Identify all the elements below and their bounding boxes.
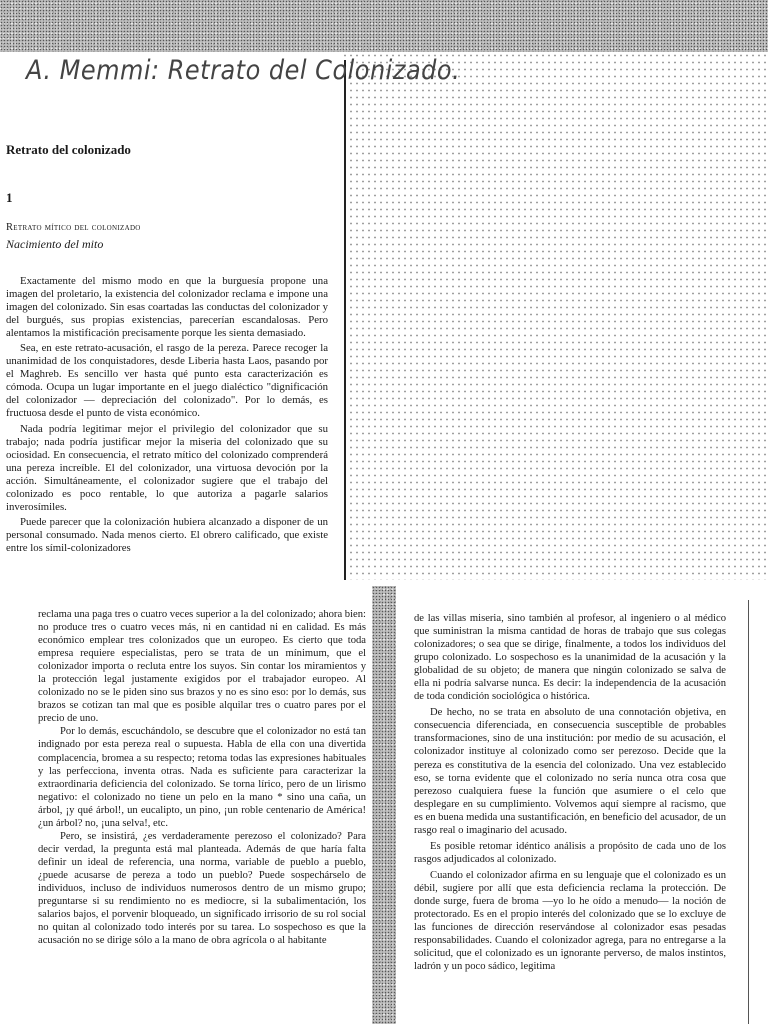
page-bottom-left-body — [38, 608, 366, 947]
scan-noise-gutter — [372, 586, 396, 1024]
paragraph: Nada podría legitimar mejor el privilegio del colonizador que su trabajo; nada podría justificar mejor la miseria del colonizado que su ociosidad. En consecuencia, el retrato mítico del colonizado comprenderá una pereza increíble. El del colonizador, una virtuosa devoción por la acción. Simultáneamente, el colonizador sugiere que el trabajo del colonizado es poco rentable, lo que autoriza a pagarle salarios inverosímiles. — [6, 422, 328, 513]
paragraph: Puede parecer que la colonización hubiera alcanzado a disponer de un personal consumado. Nada menos cierto. El obrero calificado, que existe entre los símil-colonizadores — [6, 515, 328, 554]
paragraph: De hecho, no se trata en absoluto de una connotación objetiva, en consecuencia diferenciada, en consecuencia susceptible de probables transformaciones, sino de una institución: por medio de su acusación, el colonizador instituye al colonizado como ser perezoso. Decide que la pereza es constitutiva de la esencia del colonizado. Una vez establecido eso, se torna evidente que el colonizado no sería nunca otra cosa que perezoso cualquiera fuese la función que asumiere o el celo que desplegare en su cumplimiento. Volvemos aquí siempre al racismo, que es en buena medida una sustantificación, en beneficio del acusador, de un rasgo real o imaginario del acusado. — [414, 707, 726, 836]
paragraph: Cuando el colonizador afirma en su lenguaje que el colonizado es un débil, sugiere por allí que esta deficiencia reclama la protección. De donde surge, fuera de broma —yo lo he oído a menudo— la noción de protectorado. Es en el propio interés del colonizado que se lo excluye de las funciones de dirección reservándose al colonizador esas pesadas responsabilidades. Cuando el colonizador agrega, para no entregarse a la solicitud, que el colonizado es un ignorante perverso, de malos instintos, ladrón y un poco sádico, legitima — [414, 869, 726, 973]
paragraph: Pero, se insistirá, ¿es verdaderamente perezoso el colonizado? Para decir verdad, la pregunta está mal planteada. Además de que haría falta definir un ideal de referencia, una norma, variable de pueblo a pueblo, ¿puede acusarse de pereza a todo un pueblo? Puede sospechárselo de individuos, incluso de individuos numerosos dentro de un mismo grupo; preguntarse si su rendimiento no es mediocre, si la subalimentación, los salarios bajos, el porvenir bloqueado, un significado irrisorio de su rol social no quitan al colonizado todo interés por su tarea. Lo sospechoso es que la acusación no se dirige sólo a la mano de obra agrícola o al habitante — [38, 830, 366, 947]
handwritten-annotation — [0, 0, 520, 116]
page-bottom-right-body — [414, 612, 726, 976]
page-bottom-left — [0, 586, 372, 1024]
page-edge-line — [748, 600, 749, 1024]
page-top — [0, 52, 342, 580]
paragraph: Sea, en este retrato-acusación, el rasgo de la pereza. Parece recoger la unanimidad de los conquistadores, desde Liberia hasta Laos, pasando por el Maghreb. Es sencillo ver hasta qué punto esta caracterización es cómoda. Ocupa un lugar importante en el juego dialéctico "dignificación del colonizador — depreciación del colonizado". Por lo demás, es fructuosa desde el punto de vista económico. — [6, 342, 328, 420]
paragraph: de las villas miseria, sino también al profesor, al ingeniero o al médico que suministran la misma cantidad de horas de trabajo que sus colegas colonizadores; o sea que se dirige, finalmente, a todos los individuos del grupo colonizado. Lo sospechoso es la unanimidad de la acusación y la globalidad de su objeto; de manera que ningún colonizado se salva de ella ni podría salvarse nunca. Es decir: la independencia de la acusación de toda condición sociológica o histórica. — [414, 613, 726, 703]
paragraph: Es posible retomar idéntico análisis a propósito de cada uno de los rasgos adjudicados al colonizado. — [414, 840, 726, 865]
page-bottom-right — [396, 600, 768, 1024]
paragraph: Exactamente del mismo modo en que la burguesía propone una imagen del proletario, la existencia del colonizador reclama e impone una imagen del colonizado. Sin esas coartadas las conductas del colonizador y del burgués, sus propias existencias, parecerían escandalosas. Pero alentamos la mistificación precisamente porque les sienta demasiado. — [6, 275, 328, 340]
scan-noise-right — [342, 52, 768, 580]
paragraph: reclama una paga tres o cuatro veces superior a la del colonizado; ahora bien: no produce tres o cuatro veces más, ni en cantidad ni en calidad. Es más económico emplear tres colonizados que un europeo. Es cierto que toda empresa requiere especialistas, pero se trata de un mínimum, que el colonizador importa o recluta entre los suyos. Sin contar los miramientos y la protección legal justamente exigidos por el trabajador europeo. Al colonizado no se le piden sino sus brazos y no es sino eso: por lo demás, sus brazos se cotizan tan mal que es posible alquilar tres o cuatro pares por el precio de uno. — [38, 609, 366, 725]
paragraph: Por lo demás, escuchándolo, se descubre que el colonizador no está tan indignado por esta pereza real o supuesta. Habla de ella con una divertida complacencia, bromea a su respecto; retoma todas las expresiones habituales y las perfecciona, inventa otras. Nada es suficiente para caracterizar la extraordinaria deficiencia del colonizado. Se torna lírico, pero de un lirismo negativo: el colonizado no tiene un pelo en la mano * sino una caña, un árbol, ¡y qué árbol!, un eucalipto, un pino, ¡un roble centenario de América! ¿un árbol? no, ¡una selva!, etc. — [38, 726, 366, 829]
section-number: 1 — [6, 190, 13, 205]
chapter-title: Retrato del colonizado — [6, 142, 131, 157]
handwritten-annotation-text: A. Memmi: Retrato del Colonizado. — [26, 55, 461, 86]
subsection-title: Nacimiento del mito — [6, 237, 104, 251]
page-top-body — [6, 275, 328, 557]
page-edge-line — [344, 60, 346, 580]
section-title: Retrato mítico del colonizado — [6, 222, 141, 233]
